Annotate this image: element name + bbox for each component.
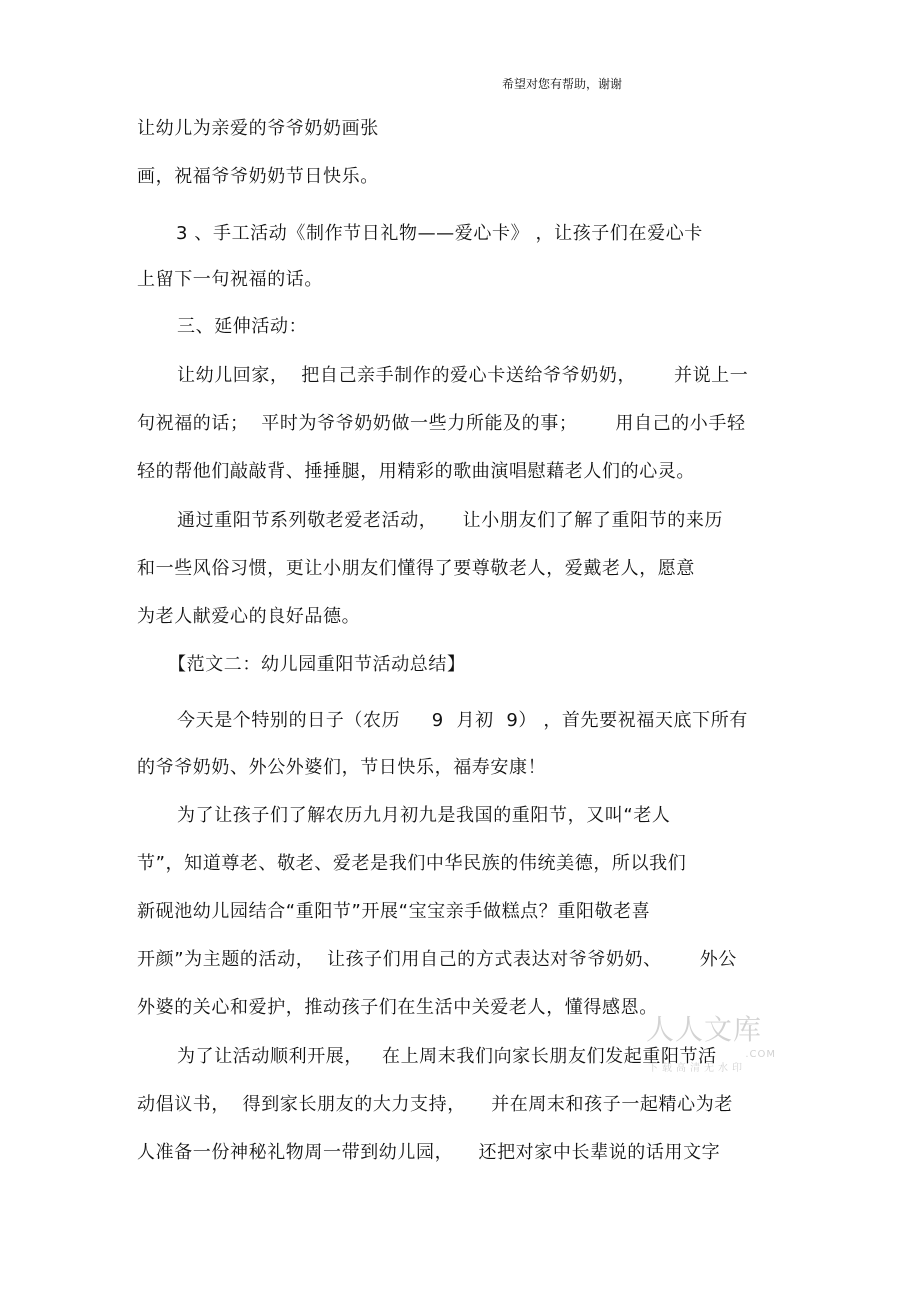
section-heading: 【范文二：幼儿园重阳节活动总结】 (168, 654, 466, 675)
text-line: 上留下一句祝福的话。 (137, 269, 323, 290)
text-line: 轻的帮他们敲敲背、捶捶腿，用精彩的歌曲演唱慰藉老人们的心灵。 (137, 461, 695, 482)
watermark-subtitle: 下载高清无水印 (648, 1063, 746, 1074)
text-line: 人准备一份神秘礼物周一带到幼儿园， 还把对家中长辈说的话用文字 (137, 1142, 721, 1163)
text-line: 为了让孩子们了解农历九月初九是我国的重阳节，又叫“老人 (177, 805, 671, 826)
text-line: 为老人献爱心的良好品德。 (137, 606, 361, 627)
watermark-title: 人人文库 (646, 1013, 763, 1046)
text-line: 三、延伸活动： (177, 316, 308, 337)
text-line: 节”，知道尊老、敬老、爱老是我们中华民族的伟统美德，所以我们 (137, 853, 687, 874)
text-line: 动倡议书， 得到家长朋友的大力支持， 并在周末和孩子一起精心为老 (137, 1094, 733, 1115)
text-line: 画，祝福爷爷奶奶节日快乐。 (137, 166, 379, 187)
watermark-domain: .COM (745, 1049, 776, 1060)
text-line: 让幼儿回家， 把自己亲手制作的爱心卡送给爷爷奶奶， 并说上一 (177, 365, 749, 386)
text-line: 新砚池幼儿园结合“重阳节”开展“宝宝亲手做糕点？重阳敬老喜 (137, 901, 651, 922)
text-line: 通过重阳节系列敬老爱老活动， 让小朋友们了解了重阳节的来历 (177, 510, 724, 531)
watermark-logo (646, 1013, 776, 1079)
text-line: 让幼儿为亲爱的爷爷奶奶画张 (137, 118, 379, 139)
header-note: 希望对您有帮助，谢谢 (502, 77, 623, 91)
text-line: 开颜”为主题的活动， 让孩子们用自己的方式表达对爷爷奶奶、 外公 (137, 949, 737, 970)
text-line: 为了让活动顺利开展， 在上周末我们向家长朋友们发起重阳节活 (177, 1046, 717, 1067)
text-line: 外婆的关心和爱护，推动孩子们在生活中关爱老人，懂得感恩。 (137, 997, 658, 1018)
text-line: 的爷爷奶奶、外公外婆们，节日快乐，福寿安康！ (137, 757, 547, 778)
text-line: 句祝福的话； 平时为爷爷奶奶做一些力所能及的事； 用自己的小手轻 (137, 413, 746, 434)
text-line: 和一些风俗习惯，更让小朋友们懂得了要尊敬老人，爱戴老人，愿意 (137, 558, 695, 579)
text-line: 3 、手工活动《制作节日礼物——爱心卡》 ，让孩子们在爱心卡 (176, 223, 703, 244)
text-line: 今天是个特别的日子（农历 9 月初 9） ，首先要祝福天底下所有 (177, 710, 748, 731)
